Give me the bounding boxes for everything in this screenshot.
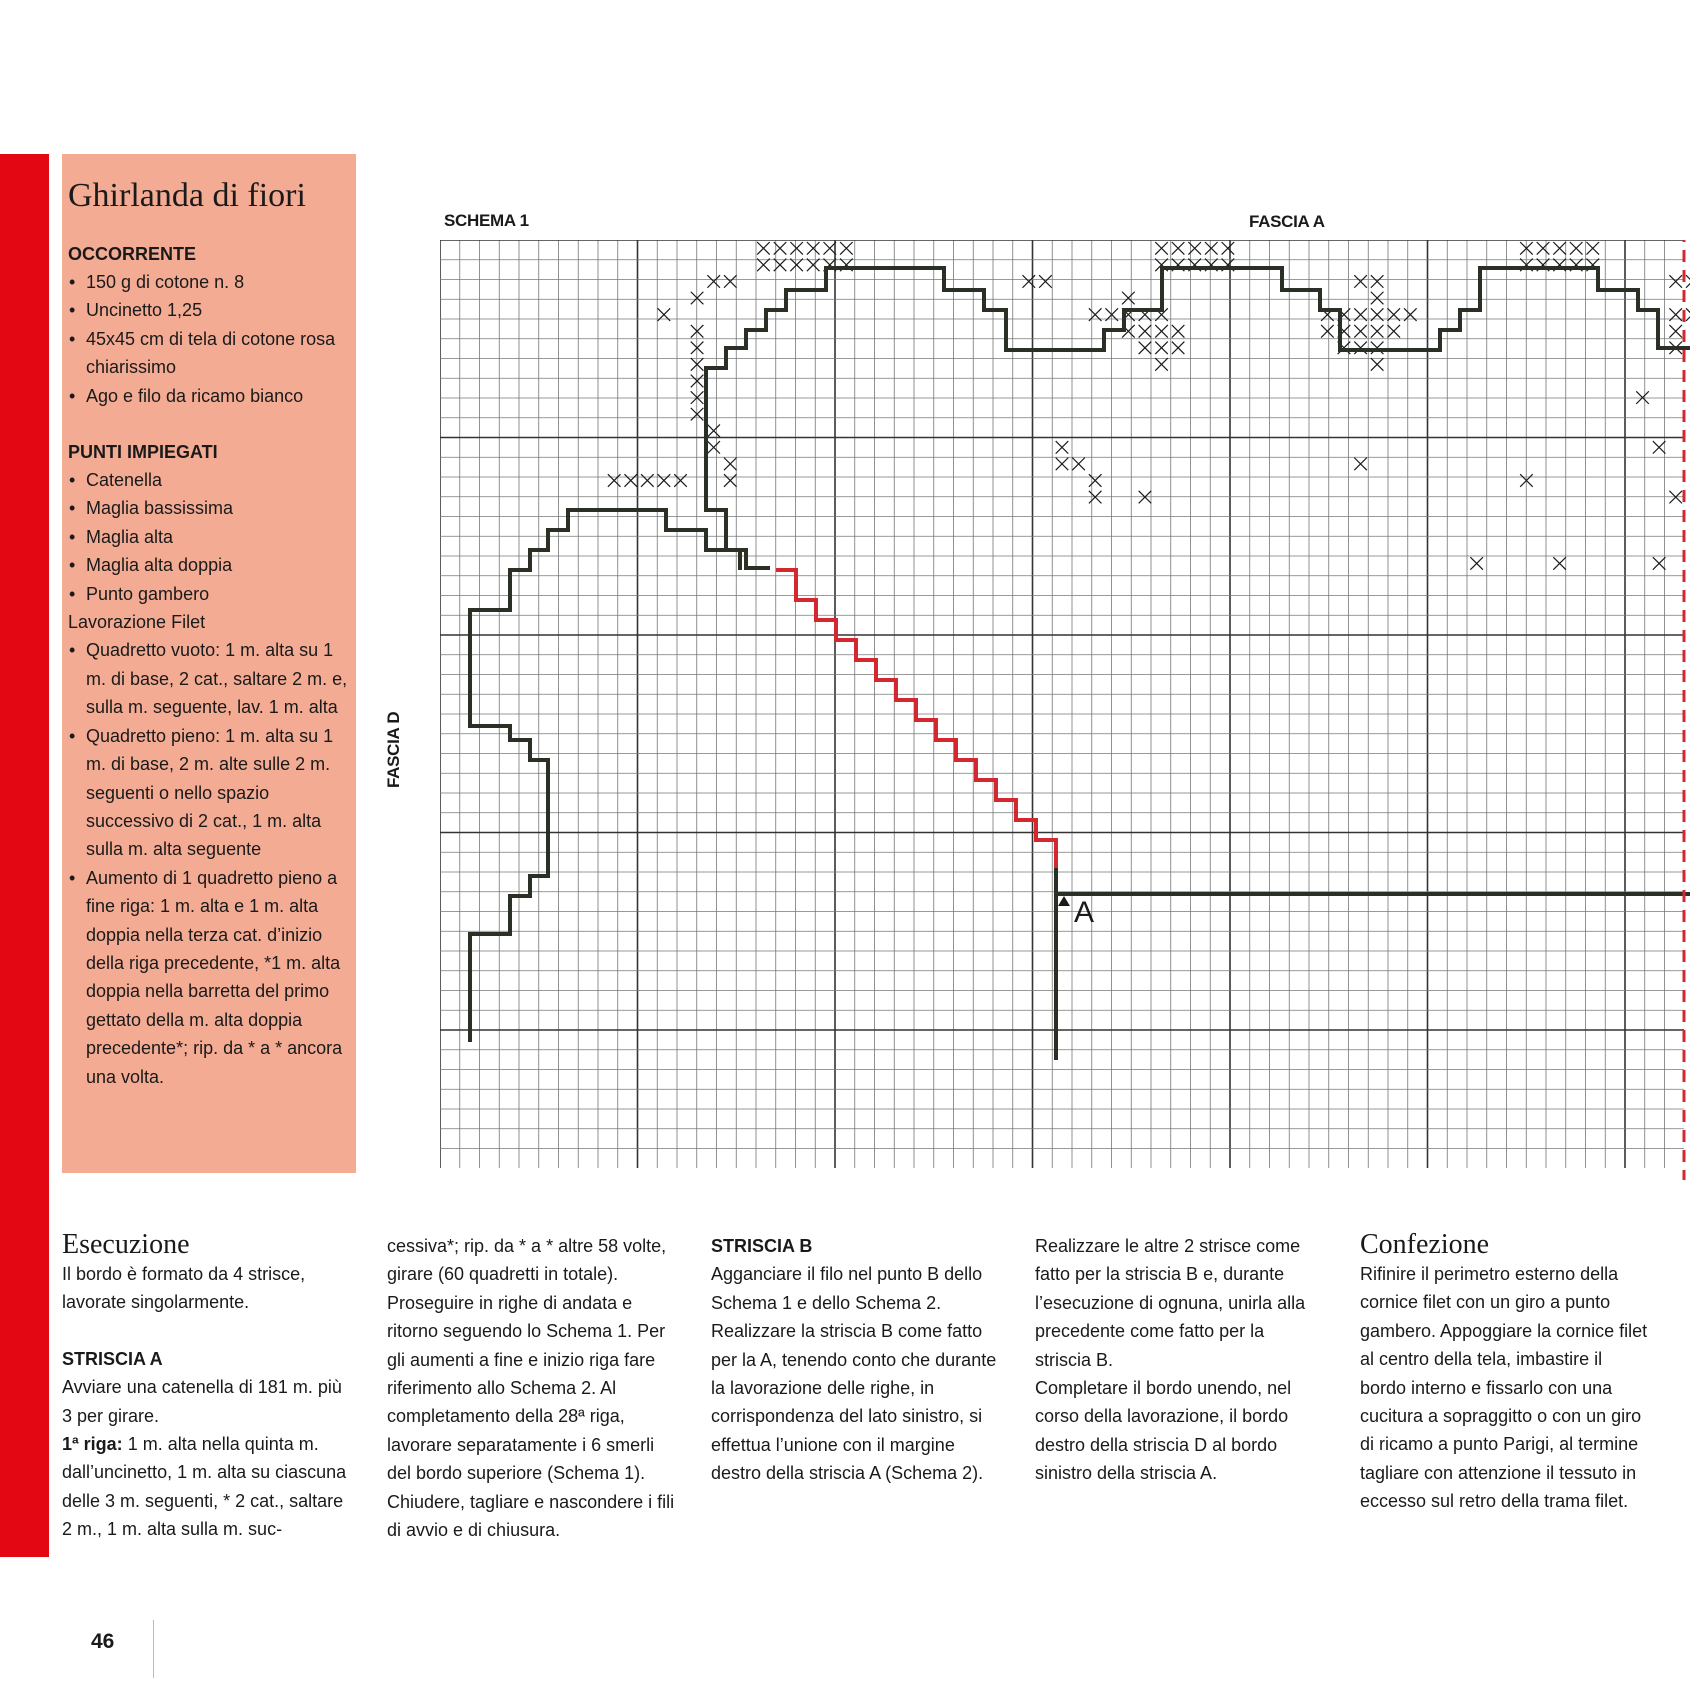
marker-a-label: A [1074, 896, 1095, 929]
red-diagonal-line [776, 570, 1056, 868]
stitch-cross [1039, 275, 1052, 288]
stitch-cross [1072, 458, 1085, 471]
chart-outline [470, 510, 770, 1042]
stitch-cross [1089, 474, 1102, 487]
altre-strisce-text-2: Completare il bordo unendo, nel corso della lavorazione, il bordo destro della striscia D al bordo sinistro della striscia A. [1035, 1378, 1292, 1484]
stitch-cross [1205, 242, 1218, 255]
list-item: • Punto gambero [68, 580, 348, 608]
footer-divider [153, 1620, 154, 1678]
stitch-cross [1669, 275, 1682, 288]
list-item: • 150 g di cotone n. 8 [68, 268, 348, 296]
occorrente-heading: OCCORRENTE [68, 244, 197, 264]
stitch-cross [1321, 325, 1334, 338]
confezione-text: Rifinire il perimetro esterno della cornice filet con un giro a punto gambero. Appoggiare la cornice filet al centro della tela, imbastire il bordo interno e fissarlo con una cucitura a sopraggitto o con un giro di ricamo a punto Parigi, al termine tagliare con attenzione il tessuto in eccesso sul retro della trama filet. [1360, 1264, 1648, 1512]
stitch-cross [1669, 325, 1682, 338]
stitch-cross [1354, 458, 1367, 471]
stitch-cross [807, 242, 820, 255]
project-title: Ghirlanda di fiori [68, 177, 306, 214]
stitch-cross [1387, 325, 1400, 338]
stitch-cross [707, 424, 720, 437]
stitch-cross [1155, 358, 1168, 371]
filet-chart [440, 240, 1690, 1180]
filet-list [68, 636, 348, 1091]
stitch-cross [1537, 242, 1550, 255]
altre-strisce-text-1: Realizzare le altre 2 strisce come fatto per la striscia B e, durante l’esecuzione di ognuna, unirla alla precedente come fatto per la striscia B. [1035, 1236, 1306, 1370]
striscia-b-column [711, 1232, 1001, 1488]
stitch-cross [641, 474, 654, 487]
striscia-a-text: Avviare una catenella di 181 m. più 3 per girare. [62, 1377, 342, 1426]
stitch-cross [1653, 557, 1666, 570]
stitch-cross [1056, 441, 1069, 454]
stitch-cross [1354, 275, 1367, 288]
stitch-cross [1636, 391, 1649, 404]
striscia-b-text-1: Agganciare il filo nel punto B dello Schema 1 e dello Schema 2. [711, 1264, 983, 1313]
esecuzione-heading: Esecuzione [62, 1229, 190, 1260]
page-number: 46 [91, 1630, 115, 1653]
stitch-cross [1122, 292, 1135, 305]
stitch-cross [1354, 342, 1367, 355]
continuation-text: cessiva*; rip. da * a * altre 58 volte, girare (60 quadretti in totale). Proseguire in righe di andata e ritorno seguendo lo Schema 1. Per gli aumenti a fine e inizio riga fare riferimento allo Schema 2. Al completamento della 28ª riga, lavorare separatamente i 6 smerli del bordo superiore (Schema 1). Chiudere, tagliare e nascondere i fili di avvio e di chiusura. [387, 1236, 675, 1541]
stitch-cross [1470, 557, 1483, 570]
stitch-cross [1056, 458, 1069, 471]
esecuzione-intro: Il bordo è formato da 4 strisce, lavorate singolarmente. [62, 1264, 306, 1313]
riga1-text: 1 m. alta nella quinta m. dall’uncinetto, 1 m. alta su ciascuna delle 3 m. seguenti, * 2 cat., saltare 2 m., 1 m. alta sulla m. suc- [62, 1434, 347, 1540]
stitch-cross [790, 242, 803, 255]
stitch-cross [1155, 242, 1168, 255]
stitch-cross [1371, 325, 1384, 338]
stitch-cross [674, 474, 687, 487]
stitch-cross [757, 259, 770, 272]
stitch-cross [1139, 325, 1152, 338]
stitch-cross [1653, 441, 1666, 454]
marker-arrow-icon [1058, 896, 1070, 906]
stitch-cross [1139, 342, 1152, 355]
confezione-column [1360, 1230, 1650, 1516]
stitch-cross [1371, 342, 1384, 355]
riga1-paragraph [62, 1430, 352, 1544]
stitch-cross [658, 474, 671, 487]
stitch-cross [1686, 308, 1690, 321]
riga1-label: 1ª riga: [62, 1434, 123, 1455]
fascia-a-label: FASCIA A [1249, 212, 1325, 231]
schema-label: SCHEMA 1 [444, 211, 529, 230]
stitch-cross [1570, 242, 1583, 255]
occorrente-list [68, 268, 348, 410]
list-item: • 45x45 cm di tela di cotone rosa chiarissimo [68, 325, 348, 382]
list-item: • Quadretto pieno: 1 m. alta su 1 m. di base, 2 m. alte sulle 2 m. seguenti o nello spazio successivo di 2 cat., 1 m. alta sulla m. alta seguente [68, 722, 348, 864]
red-accent-bar [0, 154, 49, 1557]
fascia-d-label: FASCIA D [384, 711, 403, 788]
stitch-cross [1371, 275, 1384, 288]
list-item: • Maglia alta [68, 523, 348, 551]
stitch-cross [840, 242, 853, 255]
striscia-b-text-2: Realizzare la striscia B come fatto per la A, tenendo conto che durante la lavorazione delle righe, in corrispondenza del lato sinistro, si effettua l’unione con il margine destro della striscia A (Schema 2). [711, 1321, 997, 1484]
striscia-a-heading: STRISCIA A [62, 1348, 163, 1369]
stitch-cross [1155, 325, 1168, 338]
materials-box [62, 154, 356, 1173]
altre-strisce-column [1035, 1232, 1325, 1488]
stitch-cross [823, 242, 836, 255]
striscia-b-heading: STRISCIA B [711, 1236, 813, 1256]
list-item: • Maglia alta doppia [68, 551, 348, 579]
stitch-cross [707, 275, 720, 288]
stitch-cross [1172, 242, 1185, 255]
stitch-cross [1222, 242, 1235, 255]
list-item: • Maglia bassissima [68, 494, 348, 522]
stitch-cross [707, 441, 720, 454]
continuation-column [387, 1232, 677, 1544]
list-item: • Ago e filo da ricamo bianco [68, 382, 348, 410]
stitch-cross [1155, 342, 1168, 355]
stitch-cross [790, 259, 803, 272]
punti-list [68, 466, 348, 608]
stitch-cross [1371, 292, 1384, 305]
stitch-cross [757, 242, 770, 255]
stitch-cross [724, 275, 737, 288]
stitch-cross [1686, 275, 1690, 288]
stitch-cross [1586, 242, 1599, 255]
list-item: • Catenella [68, 466, 348, 494]
chart-outline [706, 268, 1690, 570]
stitch-cross [624, 474, 637, 487]
esecuzione-column [62, 1230, 352, 1544]
stitch-cross [1354, 325, 1367, 338]
stitch-cross [1553, 242, 1566, 255]
filet-heading: Lavorazione Filet [68, 612, 206, 633]
stitch-cross [724, 474, 737, 487]
list-item: • Aumento di 1 quadretto pieno a fine riga: 1 m. alta e 1 m. alta doppia nella terza cat. d’inizio della riga precedente, *1 m. alta doppia nella barretta del primo gettato della m. alta doppia precedente*; rip. da * a * ancora una volta. [68, 864, 348, 1091]
stitch-cross [1172, 325, 1185, 338]
stitch-cross [1553, 557, 1566, 570]
punti-heading: PUNTI IMPIEGATI [68, 442, 218, 463]
list-item: • Uncinetto 1,25 [68, 296, 348, 324]
stitch-cross [608, 474, 621, 487]
stitch-cross [1172, 342, 1185, 355]
stitch-cross [1371, 358, 1384, 371]
confezione-heading: Confezione [1360, 1229, 1490, 1260]
list-item: • Quadretto vuoto: 1 m. alta su 1 m. di base, 2 cat., saltare 2 m. e, sulla m. seguente, lav. 1 m. alta [68, 636, 348, 721]
stitch-cross [807, 259, 820, 272]
stitch-cross [724, 458, 737, 471]
